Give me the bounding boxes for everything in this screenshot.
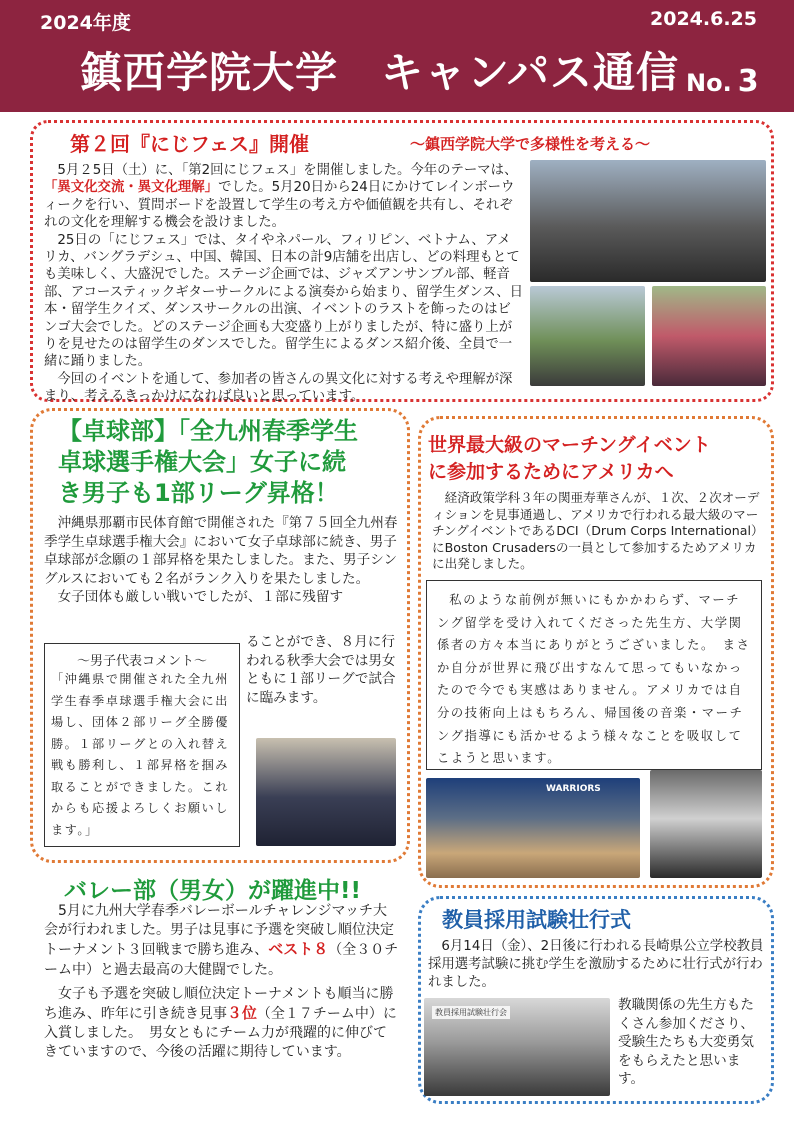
article-marching-body (432, 490, 764, 573)
issue-value: 3 (737, 64, 759, 99)
article-nijifes-title: 第２回『にじフェス』開催 (70, 132, 309, 156)
tt-p1: 沖縄県那覇市民体育館で開催された『第７５回全九州春季学生卓球選手権大会』において女子卓球部に続き、男子卓球部が念願の１部昇格を果たしました。また、男子シングルスにおいても２名がランク入りを果たしました。 (44, 515, 398, 587)
photo-festival-crowd (530, 286, 645, 386)
article-volleyball-body (44, 902, 400, 1063)
article-volleyball-title: バレー部（男女）が躍進中!! (64, 878, 361, 904)
mc-title-line-2: に参加するためにアメリカへ (428, 461, 674, 483)
photo-marching-arena (426, 778, 640, 878)
tt-comment-title: ～男子代表コメント～ (76, 654, 207, 669)
p1-text-a: 5月２5日（土）に、「第2回にじフェス」を開催しました。今年のテーマは、 (57, 163, 518, 178)
photo-international-students (652, 286, 766, 386)
vb-third-place: ３位 (226, 1004, 257, 1023)
vb-p1-b: （全３０チーム中）と過去最高の大健闘でした。 (44, 942, 399, 978)
photo-table-tennis-team (256, 738, 396, 846)
tt-title-line-2: 卓球選手権大会」女子に続 (58, 448, 346, 476)
header-date: 2024.6.25 (650, 8, 757, 30)
tt-title-line-3: き男子も1部リーグ昇格！ (58, 479, 339, 507)
article-nijifes-p3: 今回のイベントを通して、参加者の皆さんの異文化に対する考えや理解が深まり、考えるきっかけになれば良いと思っています。 (44, 371, 513, 405)
photo-send-off-ceremony (424, 998, 610, 1096)
tt-title-line-1: 【卓球部】「全九州春季学生 (58, 417, 358, 445)
te-p2: 教職関係の先生方もたくさん参加くださり、受験生たちも大変勇気をもらえたと思います。 (618, 997, 754, 1088)
header-year: 2024年度 (40, 12, 131, 34)
p1-text-b: でした。5月20日から24日にかけてレインボーウィークを行い、質問ボードを設置して学生の考え方や価値観を共有し、それぞれの文化を理解する機会を設けました。 (44, 180, 515, 231)
mc-title-line-1: 世界最大級のマーチングイベント (428, 434, 711, 456)
article-nijifes-body (44, 162, 524, 406)
tt-p2a: 女子団体も厳しい戦いでしたが、１部に残留す (57, 589, 344, 605)
mc-comment-body: 私のような前例が無いにもかかわらず、マーチング留学を受け入れてくださった先生方、大学関係者の方々本当にありがとうございました。 まさか自分が世界に飛び出すなんて思ってもいなかったので今でも実感はありません。アメリカでは自分の技術向上はもちろん、帰国後の音楽・マーチング指導にも活かせるよう様々なことを吸収してこようと思います。 (437, 593, 751, 766)
issue-prefix: No. (686, 69, 732, 97)
vb-p2 (44, 985, 400, 1063)
article-table-tennis-title (58, 416, 358, 509)
photo-marching-band (650, 770, 762, 878)
article-marching-title (428, 432, 711, 486)
vb-p2-b: （全１７チーム中）に入賞しました。 男女ともにチーム力が飛躍的に伸びてきていますので、今後の活躍に期待しています。 (44, 1006, 397, 1061)
tt-p2b: ることができ、８月に行われる秋季大会では男女ともに１部リーグで試合に臨みます。 (246, 634, 396, 706)
mc-p1: 経済政策学科３年の関亜寿華さんが、１次、２次オーディションを見事通過し、アメリカで行われる最大級のマーチングイベントであるDCI（Drum Corps International）にBoston Crusadersの一員として参加するためアメリカに出発しました。 (432, 490, 764, 571)
vb-best8: ベスト８ (268, 940, 329, 959)
tt-comment-body: 「沖縄県で開催された全九州学生春季卓球選手権大会に出場し、団体２部リーグ全勝優勝。１部リーグとの入れ替え戦も勝利し、１部昇格を掴み取ることができました。これからも応援よろしくお願いします。」 (51, 672, 230, 837)
issue-number (686, 64, 759, 99)
article-nijifes-subtitle: ～鎮西学院大学で多様性を考える～ (410, 135, 651, 153)
article-nijifes-p1 (44, 162, 524, 232)
vb-p1 (44, 902, 400, 980)
article-teacher-exam-title: 教員採用試験壮行式 (442, 908, 631, 932)
mc-comment-box (426, 580, 762, 770)
page-title: 鎮西学院大学 キャンパス通信 (80, 48, 680, 97)
photo-stage-band (530, 160, 766, 282)
article-teacher-exam-body (428, 938, 766, 992)
article-table-tennis-body (44, 514, 398, 607)
ceremony-sign: 教員採用試験壮行会 (432, 1006, 510, 1019)
vb-p2-a: 女子も予選を突破し順位決定トーナメントも順当に勝ち進み、昨年に引き続き見事 (44, 985, 394, 1023)
te-p1: 6月14日（金）、2日後に行われる長崎県公立学校教員採用選考試験に挑む学生を激励するために壮行式が行われました。 (428, 939, 764, 990)
article-nijifes-p2: 25日の「にじフェス」では、タイやネパール、フィリピン、ベトナム、アメリカ、バングラデシュ、中国、韓国、日本の計9店舗を出店し、どの料理もとても美味しく、大盛況でした。ステージ企画では、ジャズアンサンブル部、軽音部、アコースティックギターサークルによる演奏から始まり、留学生ダンス、日本・留学生クイズ、ダンスサークルの出演、イベントのラストを飾ったのはビンゴ大会でした。どのステージ企画も大変盛り上がりましたが、特に盛り上がりを見せたのは留学生のダンスでした。留学生によるダンス紹介後、全員で一緒に踊りました。 (44, 232, 523, 370)
tt-comment-box (44, 643, 240, 847)
arena-sign: WARRIORS (546, 784, 601, 794)
p1-highlight: 「異文化交流・異文化理解」 (44, 180, 219, 196)
vb-p1-a: 5月に九州大学春季バレーボールチャレンジマッチ大会が行われました。男子は見事に予選を突破し順位決定トーナメント３回戦まで勝ち進み、 (44, 903, 394, 959)
